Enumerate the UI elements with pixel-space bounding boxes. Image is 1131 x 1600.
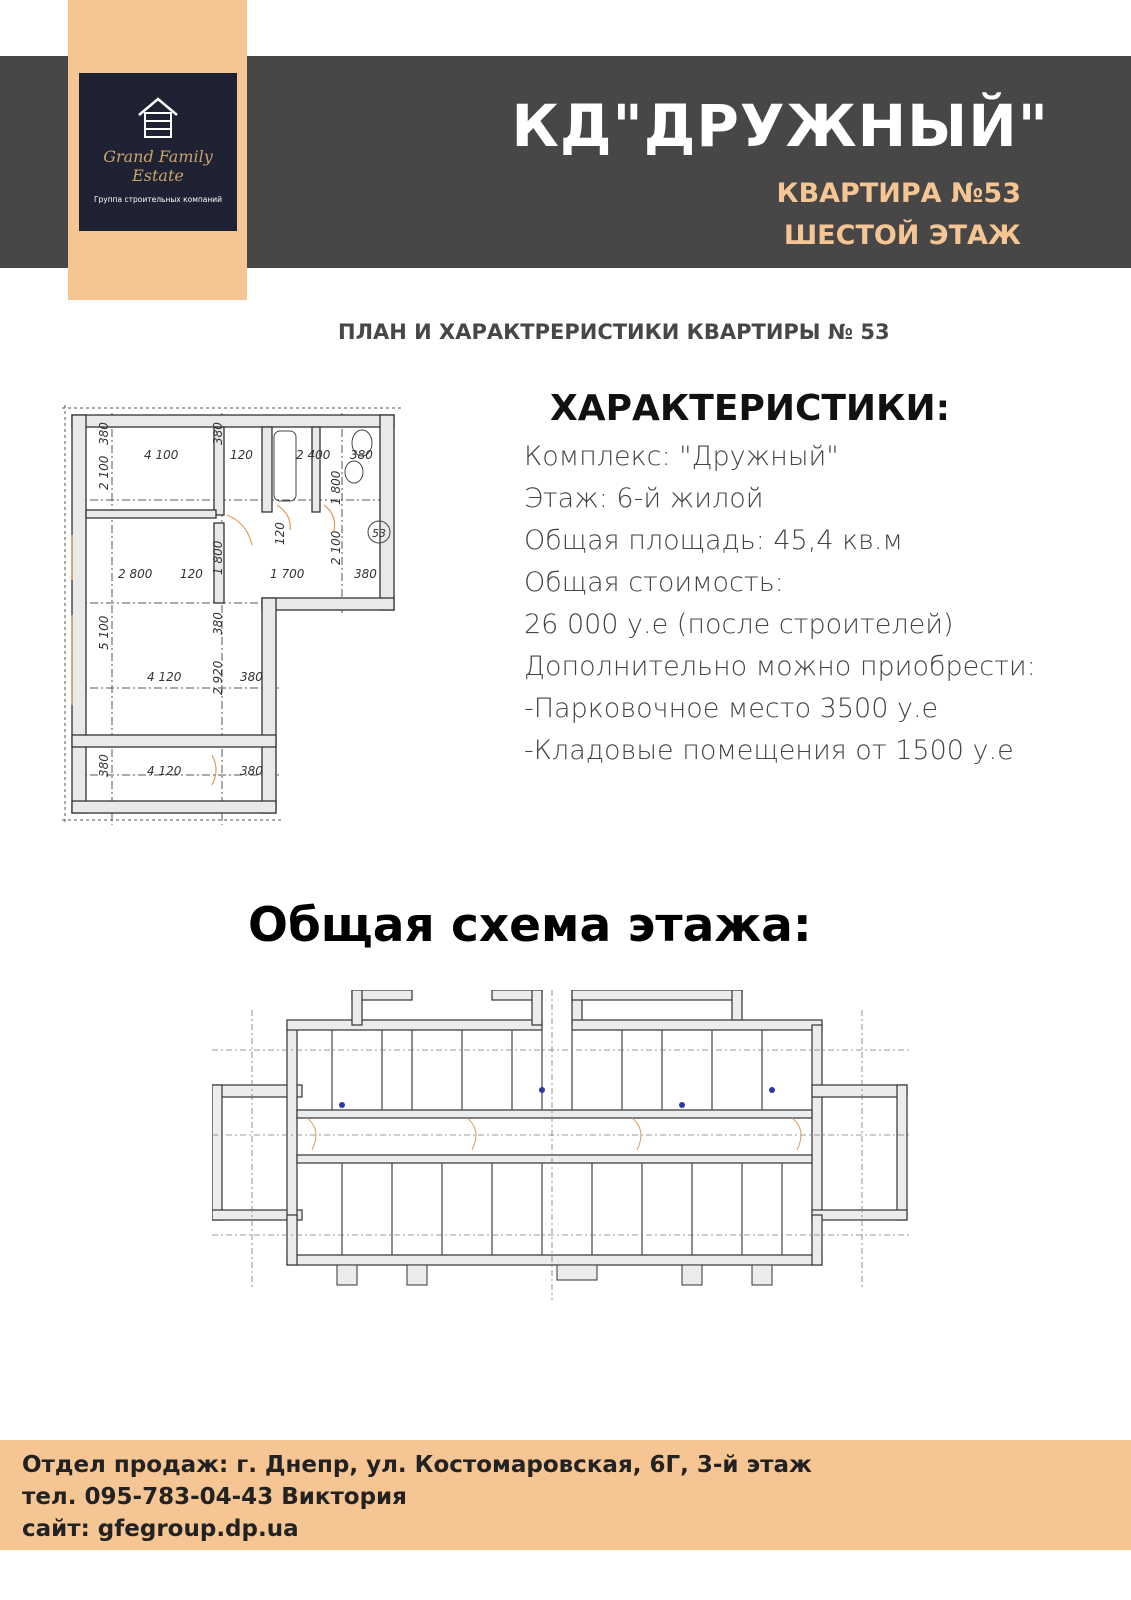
building-logo-icon xyxy=(135,95,181,139)
dim-1800-a: 1 800 xyxy=(329,470,343,505)
dim-4120-a: 4 120 xyxy=(147,670,182,684)
website-link[interactable]: сайт: gfegroup.dp.ua xyxy=(22,1516,299,1542)
dim-2800: 2 800 xyxy=(118,567,153,581)
company-logo xyxy=(79,73,237,231)
dim-380-a: 380 xyxy=(97,422,111,445)
dim-2100-b: 2 100 xyxy=(329,530,343,565)
contact-footer xyxy=(0,1440,1131,1550)
logo-tagline: Группа строительных компаний xyxy=(93,195,223,204)
dim-120-a: 120 xyxy=(230,448,253,462)
page-title: КД"ДРУЖНЫЙ" xyxy=(511,92,1049,160)
dim-1700: 1 700 xyxy=(270,567,305,581)
dim-4100: 4 100 xyxy=(144,448,179,462)
dim-380-g: 380 xyxy=(240,764,263,778)
apartment-floor-plan xyxy=(62,405,402,835)
apartment-number-marker: 53 xyxy=(372,527,386,540)
dim-4120-b: 4 120 xyxy=(147,764,182,778)
list-item: -Парковочное место 3500 у.е xyxy=(524,693,939,724)
list-item: Комплекс: "Дружный" xyxy=(524,441,839,472)
dim-380-d: 380 xyxy=(211,612,225,635)
characteristics-list xyxy=(524,436,1036,772)
dim-2100-a: 2 100 xyxy=(97,455,111,490)
list-item: Общая площадь: 45,4 кв.м xyxy=(524,525,903,556)
list-item: Общая стоимость: xyxy=(524,567,784,598)
plan-heading: ПЛАН И ХАРАКТРЕРИСТИКИ КВАРТИРЫ № 53 xyxy=(338,320,890,344)
list-item: Этаж: 6-й жилой xyxy=(524,483,764,514)
list-item: Дополнительно можно приобрести: xyxy=(524,651,1036,682)
characteristics-heading: ХАРАКТЕРИСТИКИ: xyxy=(550,388,951,429)
apartment-number: КВАРТИРА №53 xyxy=(776,178,1021,209)
dim-5100: 5 100 xyxy=(97,615,111,650)
dim-380-h: 380 xyxy=(211,422,225,445)
dim-380-c: 380 xyxy=(354,567,377,581)
floor-scheme-title: Общая схема этажа: xyxy=(248,898,812,953)
dim-120-c: 120 xyxy=(273,522,287,545)
dim-2400: 2 400 xyxy=(296,448,331,462)
contact-phone: тел. 095-783-04-43 Виктория xyxy=(22,1484,407,1510)
logo-wordmark: Grand Family Estate xyxy=(103,147,213,185)
list-item: -Кладовые помещения от 1500 у.е xyxy=(524,735,1014,766)
sales-office-address: Отдел продаж: г. Днепр, ул. Костомаровская, 6Г, 3-й этаж xyxy=(22,1452,812,1478)
dim-120-b: 120 xyxy=(180,567,203,581)
dim-1800-b: 1 800 xyxy=(211,540,225,575)
floor-label: ШЕСТОЙ ЭТАЖ xyxy=(783,220,1021,251)
dim-380-b: 380 xyxy=(350,448,373,462)
floor-scheme-plan xyxy=(212,990,912,1330)
list-item: 26 000 у.е (после строителей) xyxy=(524,609,954,640)
dim-380-f: 380 xyxy=(97,754,111,777)
dim-2920: 2 920 xyxy=(211,660,225,695)
dim-380-e: 380 xyxy=(240,670,263,684)
